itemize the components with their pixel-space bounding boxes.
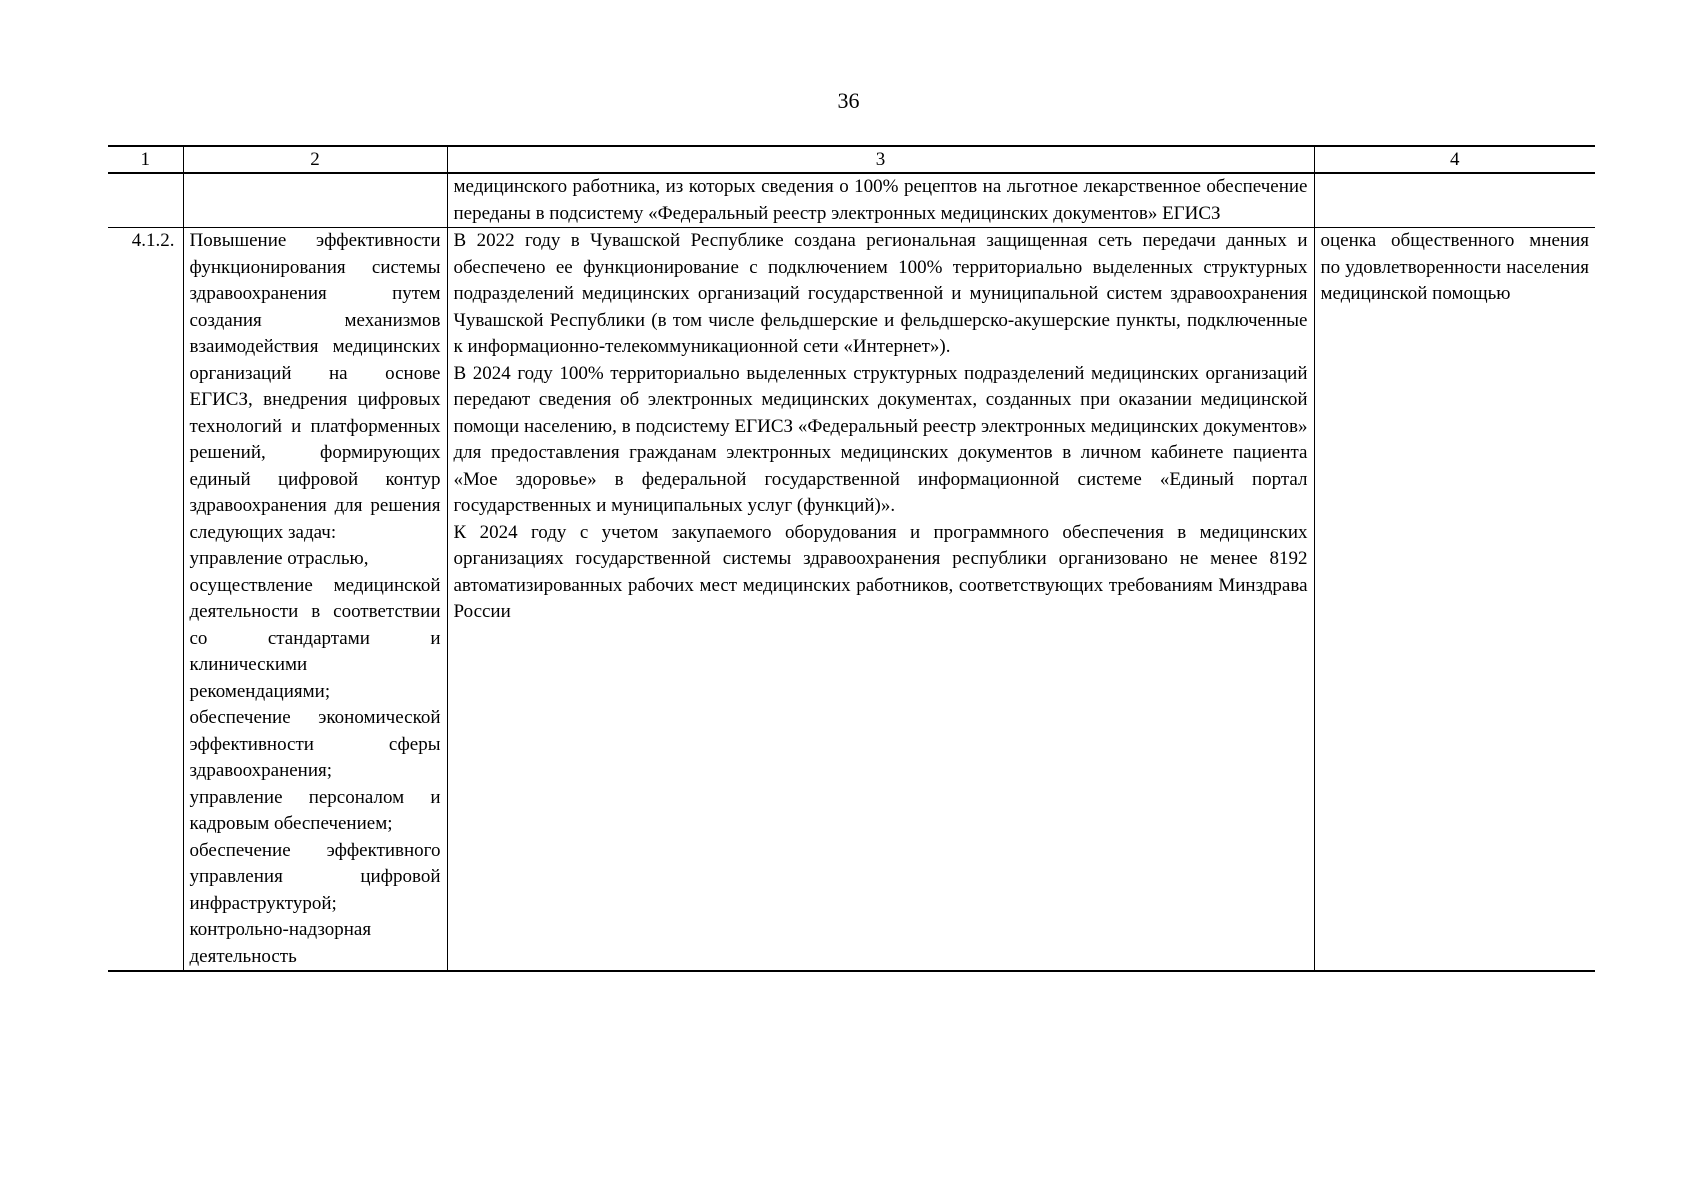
result-paragraph: В 2022 году в Чувашской Республике создана региональная защищенная сеть передачи данных и обеспечено ее функционирование с подключением 100% территориально выделенных структурных подразделений медицинских организаций государственной и муниципальной систем здравоохранения Чувашской Республики (в том числе фельдшерские и фельдшерско-акушерские пункты, подключенные к информационно-телекоммуникационной сети «Интернет»). bbox=[453, 230, 1308, 357]
column-header-1: 1 bbox=[108, 146, 183, 173]
column-header-4: 4 bbox=[1314, 146, 1595, 173]
table-row-continuation bbox=[108, 173, 1595, 228]
task-item: контрольно-надзорная деятельность bbox=[189, 919, 372, 967]
row-number-cell bbox=[108, 173, 183, 228]
indicator-cell bbox=[1314, 173, 1595, 228]
indicator-cell: оценка общественного мнения по удовлетворенности населения медицинской помощью bbox=[1314, 228, 1595, 972]
column-header-2: 2 bbox=[183, 146, 447, 173]
result-paragraph: К 2024 году с учетом закупаемого оборудования и программного обеспечения в медицинских организациях государственной системы здравоохранения республики организовано не менее 8192 автоматизированных рабочих мест медицинских работников, соответствующих требованиям Минздрава России bbox=[453, 521, 1308, 622]
task-item: управление персоналом и кадровым обеспечением; bbox=[189, 786, 441, 834]
result-cell: медицинского работника, из которых сведения о 100% рецептов на льготное лекарственное обеспечение переданы в подсистему «Федеральный реестр электронных медицинских документов» ЕГИСЗ bbox=[447, 173, 1314, 228]
result-paragraph: В 2024 году 100% территориально выделенных структурных подразделений медицинских организаций передают сведения об электронных медицинских документах, созданных при оказании медицинской помощи населению, в подсистему ЕГИСЗ «Федеральный реестр электронных медицинских документов» для предоставления гражданам электронных медицинских документов в личном кабинете пациента «Мое здоровье» в федеральной государственной информационной системе «Единый портал государственных и муниципальных услуг (функций)». bbox=[453, 362, 1308, 516]
program-table bbox=[108, 145, 1595, 972]
page-number: 36 bbox=[837, 88, 860, 113]
task-item: обеспечение эффективного управления цифровой инфраструктурой; bbox=[189, 839, 441, 914]
task-item: осуществление медицинской деятельности в соответствии со стандартами и клиническими рекомендациями; bbox=[189, 574, 441, 702]
task-cell bbox=[183, 173, 447, 228]
row-number-cell: 4.1.2. bbox=[108, 228, 183, 972]
task-item: управление отраслью, bbox=[189, 548, 369, 569]
task-item: обеспечение экономической эффективности сферы здравоохранения; bbox=[189, 707, 441, 781]
column-header-3: 3 bbox=[447, 146, 1314, 173]
task-text: Повышение эффективности функционирования системы здравоохранения путем создания механизмов взаимодействия медицинских организаций на основе ЕГИСЗ, внедрения цифровых технологий и платформенных решений, формирующих единый цифровой контур здравоохранения для решения следующих задач: bbox=[189, 230, 441, 543]
task-cell bbox=[183, 228, 447, 972]
table-header-row bbox=[108, 146, 1595, 173]
result-cell bbox=[447, 228, 1314, 972]
table-row-4-1-2 bbox=[108, 228, 1595, 972]
